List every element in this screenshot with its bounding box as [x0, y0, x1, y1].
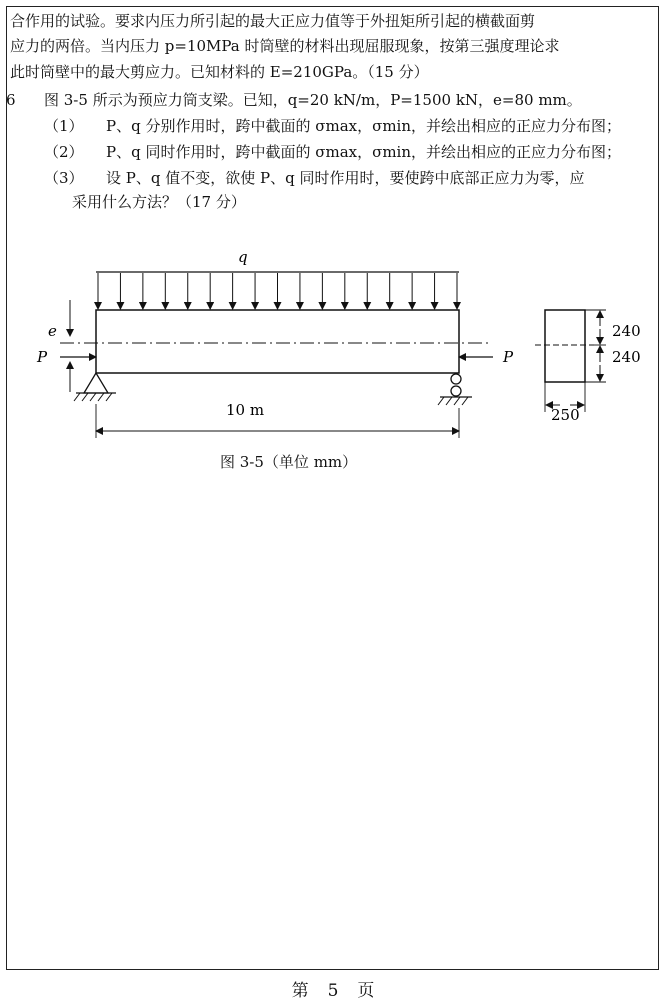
dim-bottom-label: 240	[612, 348, 641, 366]
span-dimension	[96, 404, 459, 438]
item-1-text: P、q 分别作用时，跨中截面的 σmax，σmin，并绘出相应的正应力分布图；	[106, 117, 622, 135]
item-2-text: P、q 同时作用时，跨中截面的 σmax，σmin，并绘出相应的正应力分布图；	[106, 143, 622, 161]
span-label: 10 m	[226, 401, 265, 419]
cross-section	[535, 310, 606, 412]
problem5-line-2: 应力的两倍。当内压力 p=10MPa 时筒壁的材料出现屈服现象，按第三强度理论求	[10, 37, 560, 55]
dim-top-label: 240	[612, 322, 641, 340]
item-3-continuation: 采用什么方法？（17 分）	[72, 193, 246, 211]
e-label: e	[48, 322, 57, 340]
item-1-label: （1）	[44, 117, 84, 135]
load-arrows	[98, 273, 457, 309]
item-2-label: （2）	[44, 143, 84, 161]
beam-body	[96, 310, 459, 373]
problem5-line-1: 合作用的试验。要求内压力所引起的最大正应力值等于外扭矩所引起的横截面剪	[10, 12, 536, 30]
item-3-text: 设 P、q 值不变，欲使 P、q 同时作用时，要使跨中底部正应力为零，应	[106, 169, 585, 187]
page-number: 第 5 页	[291, 981, 376, 1001]
dim-width-label: 250	[551, 406, 580, 424]
roller-support-right	[438, 374, 472, 405]
problem6-intro: 图 3-5 所示为预应力筒支梁。已知，q=20 kN/m，P=1500 kN，e=80 mm。	[44, 91, 582, 109]
force-p-right-label: P	[503, 348, 514, 366]
figure-caption: 图 3-5（单位 mm）	[220, 453, 358, 471]
problem5-line-3: 此时筒壁中的最大剪应力。已知材料的 E=210GPa。（15 分）	[10, 63, 429, 81]
load-q-label: q	[238, 248, 248, 266]
pin-support-left	[74, 373, 116, 401]
item-3-label: （3）	[44, 169, 84, 187]
force-p-left-label: P	[37, 348, 48, 366]
problem6-number: 6	[6, 91, 16, 109]
distributed-load	[96, 272, 459, 309]
